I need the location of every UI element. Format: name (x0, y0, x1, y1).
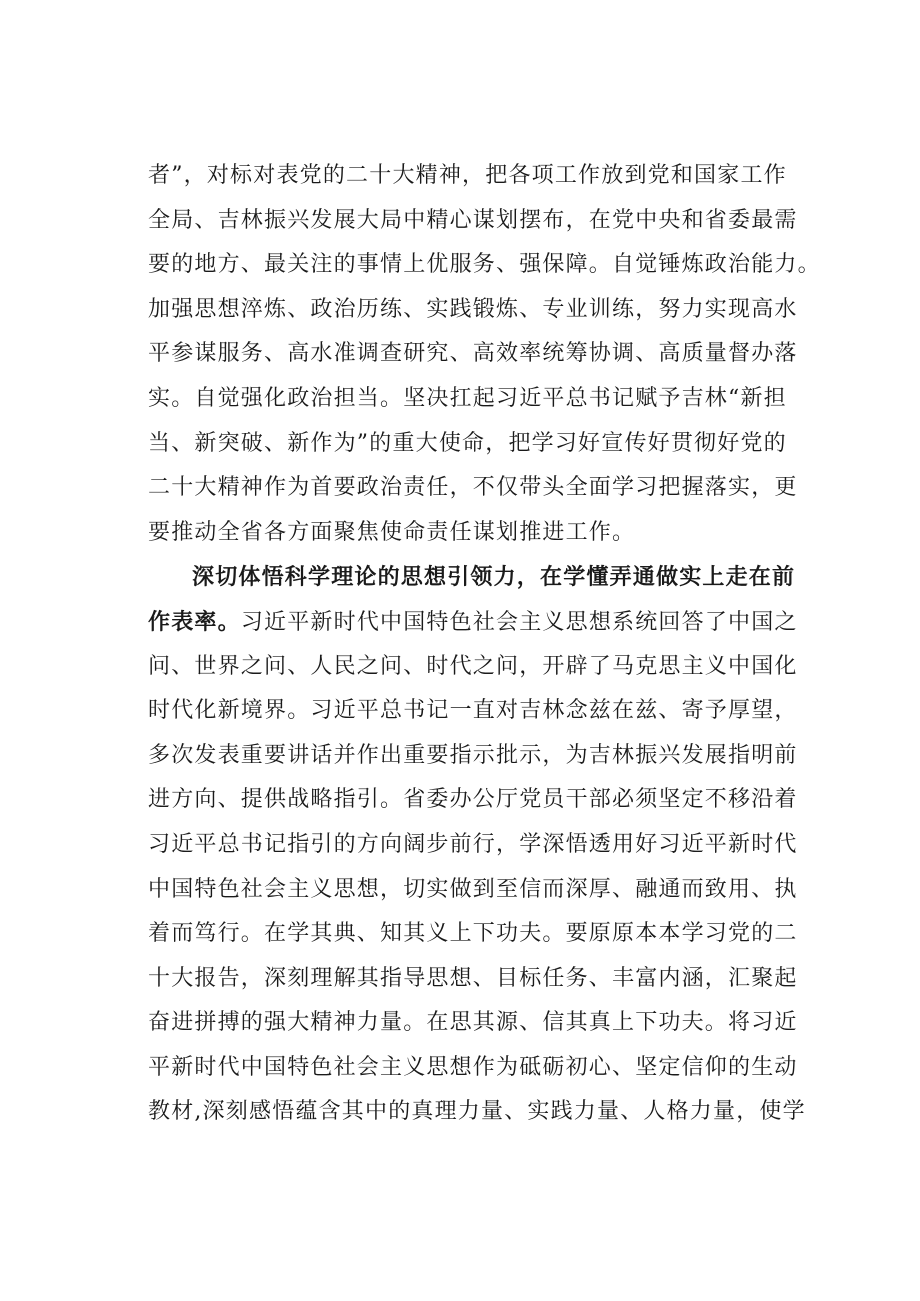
text-line: 多次发表重要讲话并作出重要指示批示，为吉林振兴发展指明前 (148, 742, 798, 768)
text-line: 问、世界之问、人民之问、时代之问，开辟了马克思主义中国化 (148, 653, 798, 679)
paragraph-1 (148, 154, 821, 555)
text-line: 进方向、提供战略指引。省委办公厅党员干部必须坚定不移沿着 (148, 787, 798, 813)
text-line: 奋进拼搏的强大精神力量。在思其源、信其真上下功夫。将习近 (148, 1010, 798, 1036)
text-line: 着而笃行。在学其典、知其义上下功夫。要原原本本学习党的二 (148, 921, 798, 947)
text-line: 平参谋服务、高水准调查研究、高效率统筹协调、高质量督办落 (148, 341, 798, 367)
text-line: 教材,深刻感悟蕴含其中的真理力量、实践力量、人格力量，使学 (148, 1099, 806, 1125)
text-line: 要的地方、最关注的事情上优服务、强保障。自觉锤炼政治能力。 (148, 252, 821, 278)
text-line: 当、新突破、新作为”的重大使命，把学习好宣传好贯彻好党的 (148, 430, 787, 456)
text-line: 全局、吉林振兴发展大局中精心谋划摆布，在党中央和省委最需 (148, 207, 798, 233)
text-line: 十大报告，深刻理解其指导思想、目标任务、丰富内涵，汇聚起 (148, 965, 798, 991)
text-line: 中国特色社会主义思想，切实做到至信而深厚、融通而致用、执 (148, 876, 798, 902)
text-line: 加强思想淬炼、政治历练、实践锻炼、专业训练，努力实现高水 (148, 296, 798, 322)
text-line (148, 600, 808, 645)
text-line: 者”，对标对表党的二十大精神，把各项工作放到党和国家工作 (148, 163, 787, 188)
paragraph-2 (148, 555, 808, 1135)
text-line: 时代化新境界。习近平总书记一直对吉林念兹在兹、寄予厚望， (148, 698, 798, 724)
text-line: 实。自觉强化政治担当。坚决扛起习近平总书记赋予吉林“新担 (148, 385, 787, 411)
text-line: 平新时代中国特色社会主义思想作为砥砺初心、坚定信仰的生动 (148, 1054, 798, 1080)
document-body (148, 154, 821, 1135)
section-heading-end: 作表率。 (148, 608, 241, 635)
text-line: 二十大精神作为首要政治责任，不仅带头全面学习把握落实，更 (148, 475, 798, 501)
text-segment: 习近平新时代中国特色社会主义思想系统回答了中国之 (240, 609, 798, 635)
section-heading: 深切体悟科学理论的思想引领力，在学懂弄通做实上走在前 (192, 564, 796, 591)
text-line: 习近平总书记指引的方向阔步前行，学深悟透用好习近平新时代 (148, 831, 798, 857)
text-line: 要推动全省各方面聚焦使命责任谋划推进工作。 (148, 519, 636, 545)
